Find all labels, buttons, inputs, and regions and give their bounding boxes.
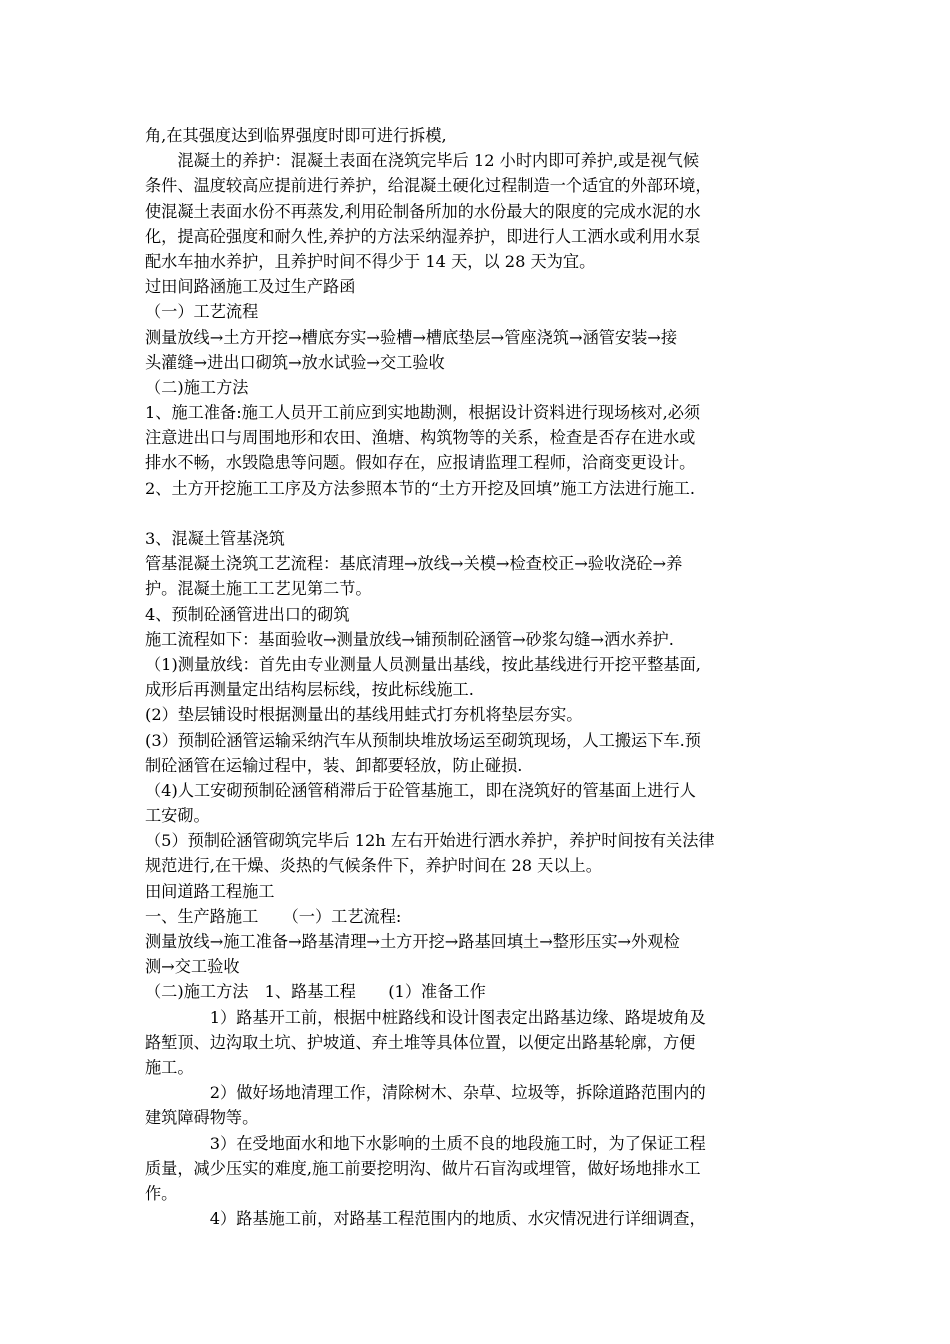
text-line: 测→交工验收 [145,957,240,977]
text-line: 角,在其强度达到临界强度时即可进行拆模, [145,126,447,145]
text-line: 2、土方开挖施工工序及方法参照本节的“土方开挖及回填”施工方法进行施工. [145,478,695,498]
text-line: （二)施工方法 [145,377,249,397]
text-line: 1、施工准备:施工人员开工前应到实地勘测，根据设计资料进行现场核对,必须 [145,403,701,423]
document-body [145,123,815,1231]
text-line: (2）垫层铺设时根据测量出的基线用蛙式打夯机将垫层夯实。 [145,705,583,725]
text-line: 3、混凝土管基浇筑 [145,529,285,548]
text-line: 施工。 [145,1057,194,1077]
text-line: 质量，减少压实的难度,施工前要挖明沟、做片石盲沟或埋管，做好场地排水工 [145,1158,701,1178]
text-line: 混凝土的养护：混凝土表面在浇筑完毕后 12 小时内即可养护,或是视气候 [145,151,700,171]
text-line: 制砼涵管在运输过程中，装、卸都要轻放，防止碰损. [145,755,523,775]
text-line: 工安砌。 [145,806,210,826]
text-line: (3）预制砼涵管运输采纳汽车从预制块堆放场运至砌筑现场，人工搬运下车.预 [145,730,701,750]
text-line: 施工流程如下：基面验收→测量放线→铺预制砼涵管→砂浆勾缝→洒水养护. [145,629,674,649]
text-line: （一）工艺流程 [145,302,259,322]
text-line: （4)人工安砌预制砼涵管稍滞后于砼管基施工，即在浇筑好的管基面上进行人 [145,780,696,800]
text-line: 化，提高砼强度和耐久性,养护的方法采纳湿养护，即进行人工洒水或利用水泵 [145,226,701,246]
text-line: 4）路基施工前，对路基工程范围内的地质、水灾情况进行详细调查， [145,1209,706,1229]
text-line: 田间道路工程施工 [145,881,275,901]
text-line: 2）做好场地清理工作，清除树木、杂草、垃圾等，拆除道路范围内的 [145,1083,706,1103]
text-line: 排水不畅，水毁隐患等问题。假如存在，应报请监理工程师，洽商变更设计。 [145,453,696,473]
text-line: 注意进出口与周围地形和农田、渔塘、构筑物等的关系，检查是否存在进水或 [145,428,696,448]
text-line: （二)施工方法 1、路基工程 (1）准备工作 [145,982,486,1002]
text-line: 3）在受地面水和地下水影响的土质不良的地段施工时，为了保证工程 [145,1133,706,1153]
text-line: 过田间路涵施工及过生产路函 [145,277,356,297]
text-line: 配水车抽水养护，且养护时间不得少于 14 天，以 28 天为宜。 [145,251,596,271]
text-line: 使混凝土表面水份不再蒸发,利用砼制备所加的水份最大的限度的完成水泥的水 [145,201,701,221]
text-line: 建筑障碍物等。 [145,1108,259,1128]
text-line: 路堑顶、边沟取土坑、护坡道、弃土堆等具体位置，以便定出路基轮廓，方便 [145,1032,696,1052]
text-line [145,501,815,526]
text-line: 头灌缝→进出口砌筑→放水试验→交工验收 [145,352,445,372]
text-line: 规范进行,在干燥、炎热的气候条件下，养护时间在 28 天以上。 [145,856,602,876]
text-line: 条件、温度较高应提前进行养护，给混凝土硬化过程制造一个适宜的外部环境， [145,176,712,196]
text-line: 一、生产路施工 （一）工艺流程: [145,906,402,926]
text-line: 测量放线→土方开挖→槽底夯实→验槽→槽底垫层→管座浇筑→涵管安装→接 [145,327,678,347]
text-line: 1）路基开工前，根据中桩路线和设计图表定出路基边缘、路堤坡角及 [145,1007,706,1027]
text-line: （1)测量放线：首先由专业测量人员测量出基线，按此基线进行开挖平整基面, [145,654,701,674]
text-line: 护。混凝土施工工艺见第二节。 [145,579,372,599]
text-line: 管基混凝土浇筑工艺流程：基底清理→放线→关模→检查校正→验收浇砼→养 [145,554,683,574]
text-line: 4、预制砼涵管进出口的砌筑 [145,604,350,624]
text-line: 作。 [145,1183,178,1203]
text-line: 测量放线→施工准备→路基清理→土方开挖→路基回填土→整形压实→外观检 [145,932,680,951]
text-line: （5）预制砼涵管砌筑完毕后 12h 左右开始进行洒水养护，养护时间按有关法律 [145,831,715,851]
text-line: 成形后再测量定出结构层标线，按此标线施工. [145,680,474,700]
